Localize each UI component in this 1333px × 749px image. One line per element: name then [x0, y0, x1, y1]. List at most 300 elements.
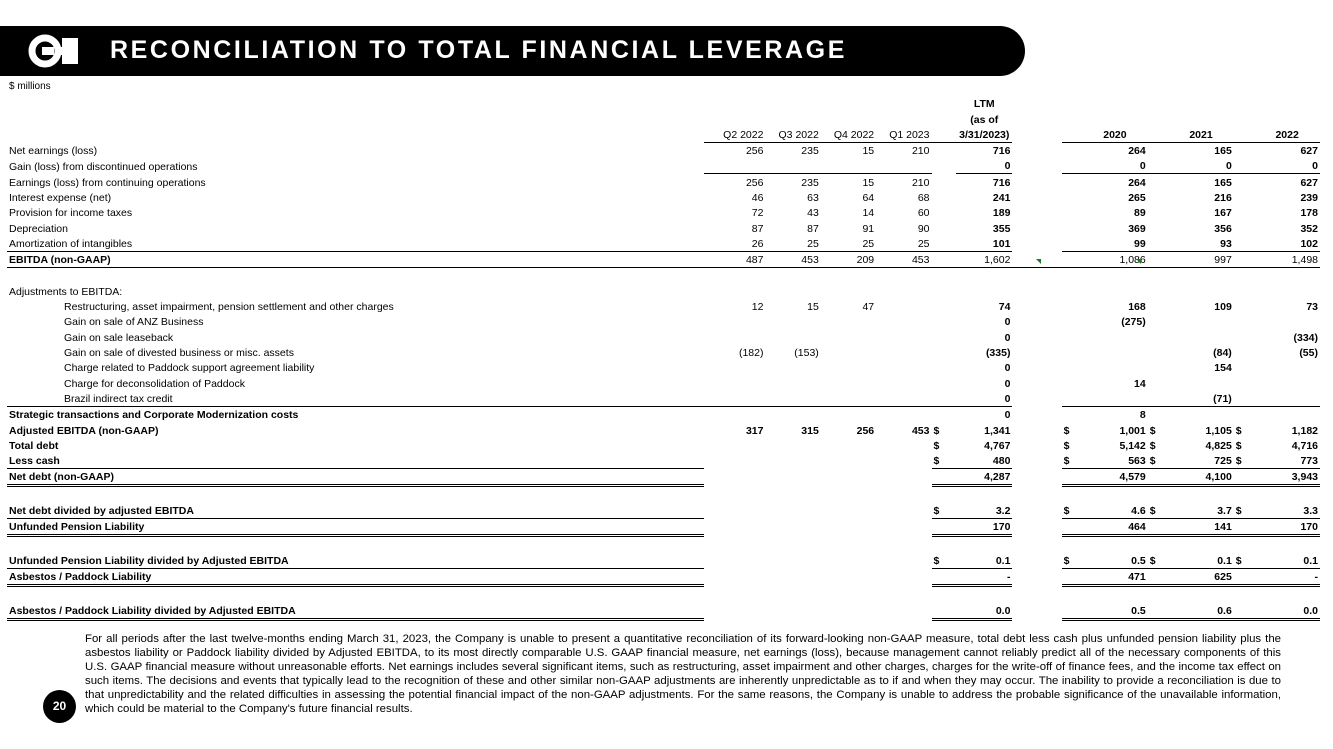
currency-symbol	[1234, 345, 1254, 360]
value-cell	[704, 438, 765, 453]
table-row	[7, 96, 1320, 111]
currency-symbol	[1062, 236, 1082, 252]
table-row	[7, 220, 1320, 235]
table-cell	[876, 96, 931, 111]
currency-symbol: $	[1148, 453, 1168, 469]
value-cell	[876, 603, 931, 620]
currency-symbol	[932, 360, 957, 375]
currency-symbol	[1148, 360, 1168, 375]
value-cell: 60	[917, 207, 930, 220]
currency-symbol: $	[1148, 503, 1168, 519]
table-row	[7, 111, 1320, 126]
currency-symbol	[1234, 158, 1254, 174]
currency-symbol	[1148, 314, 1168, 329]
value-cell: (71)	[1213, 392, 1232, 405]
value-cell: 256	[856, 424, 875, 437]
value-cell	[821, 503, 876, 519]
value-cell	[821, 553, 876, 569]
value-cell: 0.0	[956, 603, 1012, 620]
value-cell: 0.1	[956, 553, 1012, 569]
table-row	[7, 586, 1320, 603]
value-cell: 0.1	[1254, 553, 1320, 569]
value-cell	[821, 375, 876, 390]
table-cell	[1148, 127, 1168, 143]
value-cell: 1,182	[1291, 424, 1318, 437]
table-cell	[932, 268, 957, 284]
value-cell: 235	[765, 142, 820, 158]
table-row	[7, 453, 1320, 469]
currency-symbol	[1234, 174, 1254, 190]
row-label: Less cash	[7, 453, 704, 469]
table-cell	[1234, 127, 1254, 143]
value-cell: 725	[1168, 453, 1234, 469]
note-marker-icon	[1136, 259, 1141, 264]
value-cell: 0.0	[1254, 603, 1320, 620]
table-cell	[1168, 586, 1234, 603]
table-cell	[1012, 299, 1061, 314]
currency-symbol	[1062, 299, 1082, 314]
table-cell	[7, 486, 704, 503]
value-cell	[876, 568, 931, 585]
value-cell	[876, 345, 931, 360]
table-row	[7, 406, 1320, 422]
currency-symbol: $	[1063, 439, 1070, 452]
table-row	[7, 236, 1320, 252]
currency-symbol	[1148, 220, 1168, 235]
table-cell	[765, 268, 820, 284]
value-cell: 256	[745, 176, 764, 189]
currency-symbol	[1062, 284, 1082, 299]
table-row	[7, 469, 1320, 486]
table-cell	[1012, 127, 1061, 143]
value-cell	[1082, 284, 1148, 299]
currency-symbol	[1062, 345, 1082, 360]
table-row	[7, 438, 1320, 453]
value-cell	[765, 469, 820, 486]
value-cell: 355	[992, 222, 1011, 235]
currency-symbol	[1234, 299, 1254, 314]
value-cell	[1082, 345, 1148, 360]
currency-symbol	[1062, 519, 1082, 536]
table-cell	[7, 111, 704, 126]
table-cell	[1082, 111, 1148, 126]
currency-symbol	[932, 469, 957, 486]
value-cell: 453	[876, 251, 931, 267]
value-cell: 1,001	[1119, 424, 1146, 437]
value-cell: 4,100	[1168, 469, 1234, 486]
value-cell: 4.6	[1082, 503, 1148, 519]
row-label: Strategic transactions and Corporate Modernization costs	[7, 406, 704, 422]
currency-symbol	[1234, 284, 1254, 299]
table-cell	[1254, 96, 1320, 111]
header-ltm: LTM	[973, 98, 995, 111]
value-cell: 239	[1300, 192, 1318, 205]
value-cell	[821, 314, 876, 329]
currency-symbol: $	[1149, 424, 1156, 437]
table-row	[7, 284, 1320, 299]
table-row	[7, 360, 1320, 375]
table-cell	[1012, 536, 1061, 553]
table-row	[7, 486, 1320, 503]
table-cell	[956, 536, 1012, 553]
table-row	[7, 503, 1320, 519]
value-cell	[876, 314, 931, 329]
value-cell	[876, 469, 931, 486]
value-cell: 0	[1004, 331, 1011, 344]
currency-symbol	[1148, 284, 1168, 299]
value-cell	[1168, 406, 1234, 422]
table-cell	[1082, 268, 1148, 284]
currency-symbol	[1148, 519, 1168, 536]
value-cell: 170	[1254, 519, 1320, 536]
table-cell	[1012, 345, 1061, 360]
value-cell: 64	[862, 192, 875, 205]
value-cell	[765, 503, 820, 519]
table-cell	[821, 536, 876, 553]
table-cell	[956, 586, 1012, 603]
value-cell: 165	[1168, 142, 1234, 158]
value-cell: 480	[956, 453, 1012, 469]
table-cell	[1168, 268, 1234, 284]
value-cell: 210	[876, 142, 931, 158]
value-cell: 91	[862, 222, 875, 235]
value-cell: (84)	[1213, 347, 1232, 360]
value-cell: 0.5	[1082, 603, 1148, 620]
value-cell: (55)	[1299, 347, 1318, 360]
currency-symbol	[932, 314, 957, 329]
value-cell: 43	[807, 207, 819, 220]
header-ltm: (as of	[970, 113, 999, 126]
table-cell	[7, 586, 704, 603]
value-cell	[876, 553, 931, 569]
value-cell: 1,341	[984, 424, 1011, 437]
value-cell	[765, 519, 820, 536]
currency-symbol	[1148, 375, 1168, 390]
table-cell	[1062, 96, 1082, 111]
table-cell	[1012, 236, 1061, 252]
table-cell	[765, 586, 820, 603]
table-row	[7, 391, 1320, 407]
value-cell	[876, 360, 931, 375]
table-cell	[765, 96, 820, 111]
value-cell	[821, 406, 876, 422]
value-cell: 73	[1306, 301, 1318, 314]
value-cell	[1082, 329, 1148, 344]
currency-symbol	[1062, 603, 1082, 620]
currency-symbol: $	[1062, 553, 1082, 569]
value-cell	[1168, 375, 1234, 390]
currency-symbol: $	[933, 424, 940, 437]
value-cell: 1,498	[1291, 254, 1318, 267]
currency-symbol	[1062, 142, 1082, 158]
table-cell	[1012, 519, 1061, 536]
currency-symbol	[1234, 190, 1254, 205]
value-cell	[1254, 360, 1320, 375]
value-cell: 464	[1082, 519, 1148, 536]
value-cell: 241	[992, 192, 1011, 205]
table-cell	[1254, 586, 1320, 603]
value-cell: 25	[821, 236, 876, 252]
value-cell	[1168, 329, 1234, 344]
currency-symbol: $	[1234, 453, 1254, 469]
value-cell	[821, 568, 876, 585]
currency-symbol	[932, 391, 957, 407]
value-cell	[765, 438, 820, 453]
value-cell	[704, 329, 765, 344]
table-cell	[704, 268, 765, 284]
value-cell: 627	[1254, 142, 1320, 158]
row-label: Total debt	[9, 439, 59, 452]
table-row	[7, 190, 1320, 205]
currency-symbol	[932, 220, 957, 235]
row-label: Charge related to Paddock support agreement liability	[64, 362, 315, 375]
value-cell	[876, 391, 931, 407]
table-cell	[932, 96, 957, 111]
currency-symbol	[1148, 142, 1168, 158]
row-label: Earnings (loss) from continuing operations	[9, 176, 206, 189]
value-cell: 178	[1300, 207, 1318, 220]
table-cell	[1148, 111, 1168, 126]
value-cell	[765, 453, 820, 469]
value-cell: 0	[1004, 392, 1011, 405]
page-number: 20	[43, 690, 76, 723]
currency-symbol: $	[1234, 553, 1254, 569]
table-cell	[1062, 268, 1082, 284]
reconciliation-table	[7, 96, 1320, 621]
column-header: Q2 2022	[723, 128, 764, 141]
table-row	[7, 568, 1320, 585]
table-cell	[765, 536, 820, 553]
value-cell: 356	[1214, 222, 1232, 235]
table-cell	[1234, 96, 1254, 111]
table-cell	[7, 536, 704, 553]
column-header: 2021	[1189, 128, 1213, 141]
table-cell	[1254, 111, 1320, 126]
value-cell	[1168, 314, 1234, 329]
value-cell: 14	[1134, 377, 1146, 390]
currency-symbol	[932, 568, 957, 585]
table-cell	[1012, 453, 1061, 469]
currency-symbol: $	[1149, 439, 1156, 452]
table-cell	[1012, 314, 1061, 329]
value-cell	[704, 519, 765, 536]
table-cell	[821, 486, 876, 503]
value-cell: (182)	[738, 347, 764, 360]
currency-symbol: $	[932, 553, 957, 569]
value-cell	[704, 360, 765, 375]
value-cell	[821, 469, 876, 486]
table-cell	[1168, 96, 1234, 111]
row-label: Interest expense (net)	[9, 192, 112, 205]
column-header: Q3 2022	[778, 128, 819, 141]
currency-symbol	[932, 158, 957, 174]
table-cell	[1062, 486, 1082, 503]
row-label: Gain on sale of ANZ Business	[64, 316, 204, 329]
value-cell	[765, 375, 820, 390]
row-label: Adjustments to EBITDA:	[9, 285, 123, 298]
currency-symbol	[932, 375, 957, 390]
table-cell	[1082, 586, 1148, 603]
row-label: Asbestos / Paddock Liability	[7, 568, 704, 585]
table-cell	[1012, 329, 1061, 344]
value-cell: 563	[1082, 453, 1148, 469]
column-header: 2022	[1275, 128, 1299, 141]
value-cell	[704, 375, 765, 390]
currency-symbol	[1148, 299, 1168, 314]
value-cell: 0	[956, 158, 1012, 174]
currency-symbol: $	[932, 503, 957, 519]
table-cell	[1012, 486, 1061, 503]
units-label: $ millions	[9, 81, 51, 92]
table-row	[7, 299, 1320, 314]
table-cell	[1062, 536, 1082, 553]
table-cell	[1012, 205, 1061, 220]
table-row	[7, 314, 1320, 329]
value-cell: (335)	[985, 347, 1011, 360]
table-row	[7, 345, 1320, 360]
currency-symbol: $	[1148, 553, 1168, 569]
value-cell	[876, 158, 931, 174]
currency-symbol	[1062, 314, 1082, 329]
value-cell: 15	[821, 142, 876, 158]
value-cell: 8	[1082, 406, 1148, 422]
table-row	[7, 251, 1320, 267]
value-cell: -	[956, 568, 1012, 585]
currency-symbol	[1062, 360, 1082, 375]
value-cell	[704, 453, 765, 469]
table-cell	[1012, 174, 1061, 190]
column-header: Q4 2022	[833, 128, 875, 141]
value-cell	[876, 284, 931, 299]
table-cell	[1012, 360, 1061, 375]
value-cell	[704, 568, 765, 585]
value-cell	[765, 391, 820, 407]
value-cell: 99	[1082, 236, 1148, 252]
value-cell: 1,602	[956, 251, 1012, 267]
table-cell	[1012, 268, 1061, 284]
currency-symbol	[1062, 251, 1082, 267]
value-cell: 352	[1300, 222, 1318, 235]
table-cell	[704, 486, 765, 503]
table-cell	[1012, 438, 1061, 453]
table-cell	[1234, 586, 1254, 603]
value-cell	[765, 158, 820, 174]
table-row	[7, 127, 1320, 143]
value-cell	[765, 314, 820, 329]
value-cell	[704, 503, 765, 519]
table-cell	[7, 268, 704, 284]
currency-symbol	[1148, 345, 1168, 360]
currency-symbol	[932, 406, 957, 422]
table-cell	[1012, 142, 1061, 158]
value-cell: 0	[1004, 316, 1011, 329]
value-cell: 4,825	[1205, 439, 1232, 452]
table-cell	[1062, 586, 1082, 603]
currency-symbol	[1148, 603, 1168, 620]
value-cell: -	[1254, 568, 1320, 585]
value-cell	[704, 391, 765, 407]
table-cell	[1148, 486, 1168, 503]
value-cell: 25	[765, 236, 820, 252]
currency-symbol: $	[1234, 503, 1254, 519]
value-cell	[821, 158, 876, 174]
table-cell	[765, 486, 820, 503]
table-cell	[1082, 486, 1148, 503]
value-cell	[704, 284, 765, 299]
value-cell	[704, 406, 765, 422]
value-cell	[821, 603, 876, 620]
value-cell: 0	[1168, 158, 1234, 174]
value-cell	[821, 284, 876, 299]
value-cell: 453	[765, 251, 820, 267]
table-cell	[876, 536, 931, 553]
value-cell: 0	[956, 406, 1012, 422]
row-label: Adjusted EBITDA (non-GAAP)	[9, 424, 159, 437]
value-cell: 15	[807, 301, 819, 314]
value-cell	[1254, 406, 1320, 422]
table-cell	[1082, 96, 1148, 111]
currency-symbol: $	[1235, 439, 1242, 452]
currency-symbol	[1148, 236, 1168, 252]
currency-symbol	[1148, 205, 1168, 220]
table-row	[7, 553, 1320, 569]
table-cell	[1168, 111, 1234, 126]
table-cell	[1254, 486, 1320, 503]
currency-symbol: $	[1235, 424, 1242, 437]
value-cell: 4,767	[984, 439, 1011, 452]
currency-symbol	[1234, 406, 1254, 422]
value-cell: 216	[1214, 192, 1232, 205]
value-cell: 87	[807, 222, 819, 235]
table-cell	[1148, 268, 1168, 284]
currency-symbol	[932, 174, 957, 190]
currency-symbol	[1062, 469, 1082, 486]
value-cell: 1,086	[1119, 254, 1146, 267]
table-row	[7, 158, 1320, 174]
value-cell: 627	[1300, 176, 1318, 189]
row-label: Net debt divided by adjusted EBITDA	[7, 503, 704, 519]
value-cell: 0.1	[1168, 553, 1234, 569]
table-cell	[876, 268, 931, 284]
currency-symbol	[1062, 174, 1082, 190]
currency-symbol	[1062, 190, 1082, 205]
currency-symbol	[932, 345, 957, 360]
currency-symbol	[1062, 375, 1082, 390]
footnote: For all periods after the last twelve-months ending March 31, 2023, the Company is unable to present a quantitative reconciliation of its forward-looking non-GAAP measure, total debt less cash plus unfunded pension liability plus the asbestos liability or Paddock liability divided by Adjusted EBITDA, to its most directly comparable U.S. GAAP financial measure, net earnings (loss), because management cannot reliably predict all of the necessary components of this U.S. GAAP financial measure without unreasonable efforts. Net earnings includes several significant items, such as restructuring, asset impairment and other charges, charges for the write-off of finance fees, and the income tax effect on such items. The decisions and events that typically lead to the recognition of these and other similar non-GAAP adjustments are inherently unpredictable as to if and when they may occur. The inability to provide a reconciliation is due to that unpredictability and the related difficulties in assessing the potential financial impact of the non-GAAP adjustments. For the same reasons, the Company is unable to address the probable significance of the unavailable information, which could be material to the Company's future financial results.	[85, 633, 1281, 715]
table-row	[7, 174, 1320, 190]
value-cell: 102	[1254, 236, 1320, 252]
value-cell	[765, 406, 820, 422]
table-cell	[1148, 96, 1168, 111]
table-cell	[1012, 220, 1061, 235]
table-cell	[876, 586, 931, 603]
value-cell: 90	[917, 222, 930, 235]
row-label: Unfunded Pension Liability	[7, 519, 704, 536]
table-cell	[1082, 536, 1148, 553]
table-cell	[1254, 536, 1320, 553]
currency-symbol	[1234, 220, 1254, 235]
table-cell	[1062, 127, 1082, 143]
value-cell: 46	[751, 192, 764, 205]
table-cell	[1012, 375, 1061, 390]
currency-symbol	[1148, 406, 1168, 422]
row-label: Amortization of intangibles	[7, 236, 704, 252]
value-cell	[704, 314, 765, 329]
table-cell	[1012, 96, 1061, 111]
table-cell	[1234, 486, 1254, 503]
currency-symbol	[1234, 519, 1254, 536]
table-cell	[1012, 503, 1061, 519]
